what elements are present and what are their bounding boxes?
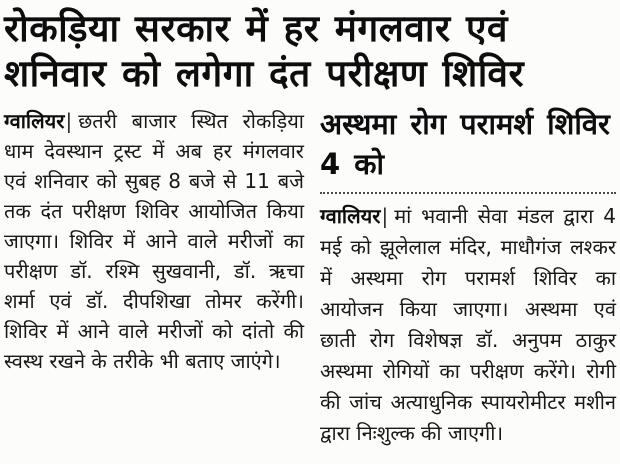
dotted-divider [320,192,616,194]
left-article-paragraph [4,106,304,376]
main-headline: रोकड़िया सरकार में हर मंगलवार एवं शनिवार को लगेगा दंत परीक्षण शिविर [4,7,525,95]
right-article [320,102,616,449]
right-article-paragraph [320,201,616,449]
right-dateline-separator: | [381,204,389,228]
right-dateline: ग्वालियर [320,204,381,228]
article-columns [4,102,616,449]
left-dateline: ग्वालियर [4,109,65,133]
left-dateline-separator: | [65,109,73,133]
left-article [4,102,304,376]
right-article-body: मां भवानी सेवा मंडल द्वारा 4 मई को झूलेलाल मंदिर, माधौगंज लश्कर में अस्थमा रोग परामर्श शिविर का आयोजन किया जाएगा। अस्थमा एवं छाती रोग विशेषज्ञ डॉ. अनुपम ठाकुर अस्थमा रोगियों का परीक्षण करेंगे। रोगी की जांच अत्याधुनिक स्पायरोमीटर मशीन द्वारा निःशुल्क की जाएगी। [320,204,616,445]
right-article-headline: अस्थमा रोग परामर्श शिविर 4 को [320,107,610,181]
left-article-body: छतरी बाजार स्थित रोकड़िया धाम देवस्थान ट्रस्ट में अब हर मंगलवार एवं शनिवार को सुबह 8 बजे से 11 बजे तक दंत परीक्षण शिविर आयोजित किया जाएगा। शिविर में आने वाले मरीजों का परीक्षण डॉ. रश्मि सुखवानी, डॉ. ऋचा शर्मा एवं डॉ. दीपशिखा तोमर करेंगी। शिविर में आने वाले मरीजों को दांतो की स्वस्थ रखने के तरीके भी बताए जाएंगे। [4,109,304,373]
